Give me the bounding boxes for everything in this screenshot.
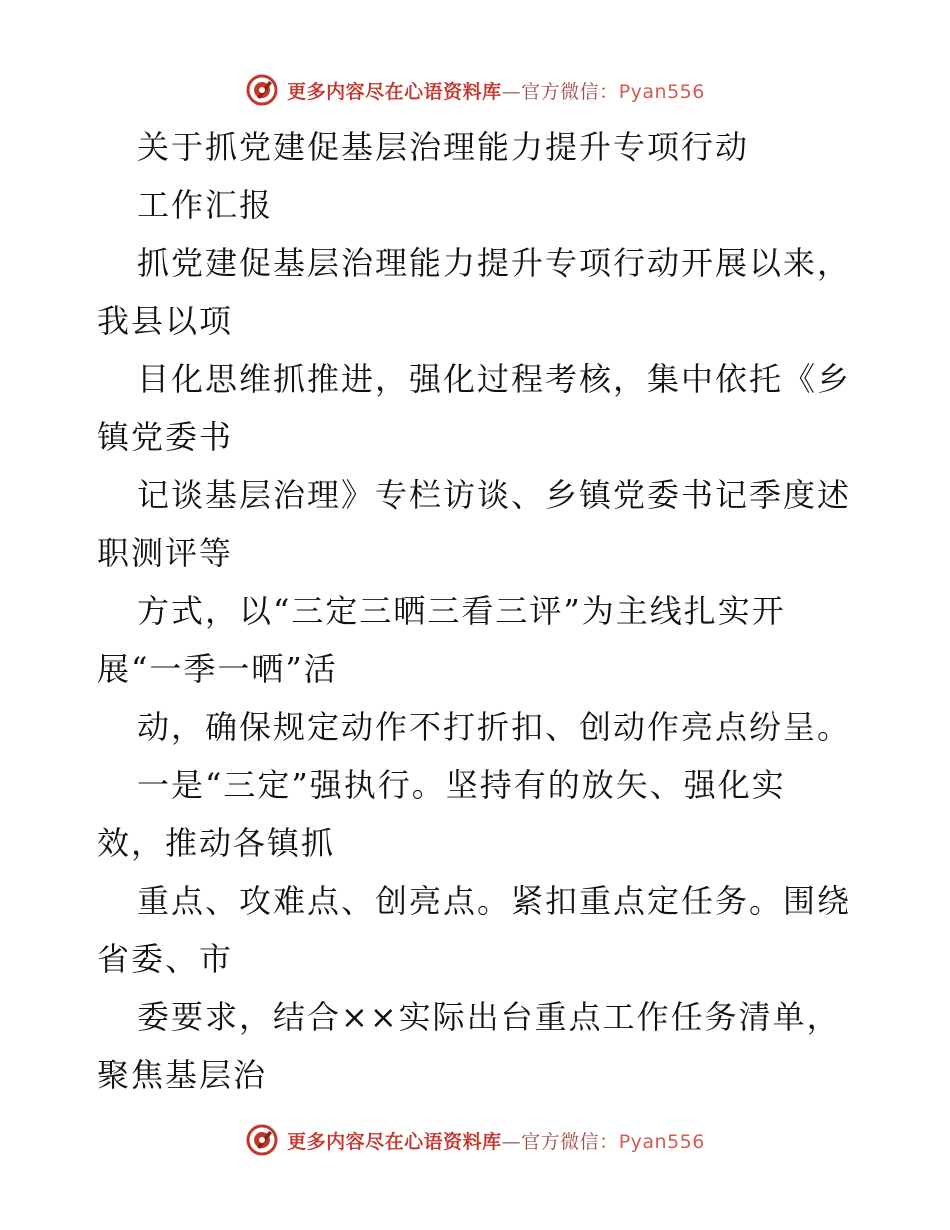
watermark-brand: 更多内容尽在心语资料库	[287, 1130, 502, 1153]
doc-line: 关于抓党建促基层治理能力提升专项行动	[137, 128, 750, 166]
doc-line: 工作汇报	[137, 186, 274, 224]
doc-line: 抓党建促基层治理能力提升专项行动开展以来，	[137, 244, 852, 282]
pen-logo-icon	[245, 1123, 279, 1157]
doc-line: 镇党委书	[97, 418, 234, 456]
doc-line: 一是“三定”强执行。坚持有的放矢、强化实	[137, 766, 786, 804]
doc-line: 效，推动各镇抓	[97, 824, 336, 862]
watermark-text	[287, 1127, 705, 1154]
watermark-brand: 更多内容尽在心语资料库	[287, 80, 502, 103]
doc-line: 省委、市	[97, 940, 234, 978]
doc-line: 记谈基层治理》专栏访谈、乡镇党委书记季度述	[137, 476, 852, 514]
watermark-dash: —	[501, 80, 522, 103]
doc-line: 展“一季一晒”活	[97, 650, 338, 688]
watermark-dash: —	[501, 1130, 522, 1153]
doc-line: 目化思维抓推进，强化过程考核，集中依托《乡	[137, 360, 852, 398]
doc-line: 动，确保规定动作不打折扣、创动作亮点纷呈。	[137, 708, 852, 746]
doc-line: 我县以项	[97, 302, 234, 340]
doc-line: 方式，以“三定三晒三看三评”为主线扎实开	[137, 592, 786, 630]
doc-line: 职测评等	[97, 534, 234, 572]
document-body	[97, 118, 857, 1104]
watermark-text	[287, 77, 705, 104]
watermark-wechat-label: 官方微信：	[521, 1130, 619, 1153]
doc-line: 委要求，结合××实际出台重点工作任务清单，	[137, 998, 841, 1036]
doc-line: 聚焦基层治	[97, 1056, 268, 1094]
doc-line: 重点、攻难点、创亮点。紧扣重点定任务。围绕	[137, 882, 852, 920]
watermark-wechat-id: Pyan556	[618, 80, 705, 103]
pen-logo-icon	[245, 73, 279, 107]
footer-watermark	[0, 1120, 950, 1160]
header-watermark	[0, 70, 950, 110]
watermark-wechat-id: Pyan556	[618, 1130, 705, 1153]
watermark-wechat-label: 官方微信：	[521, 80, 619, 103]
